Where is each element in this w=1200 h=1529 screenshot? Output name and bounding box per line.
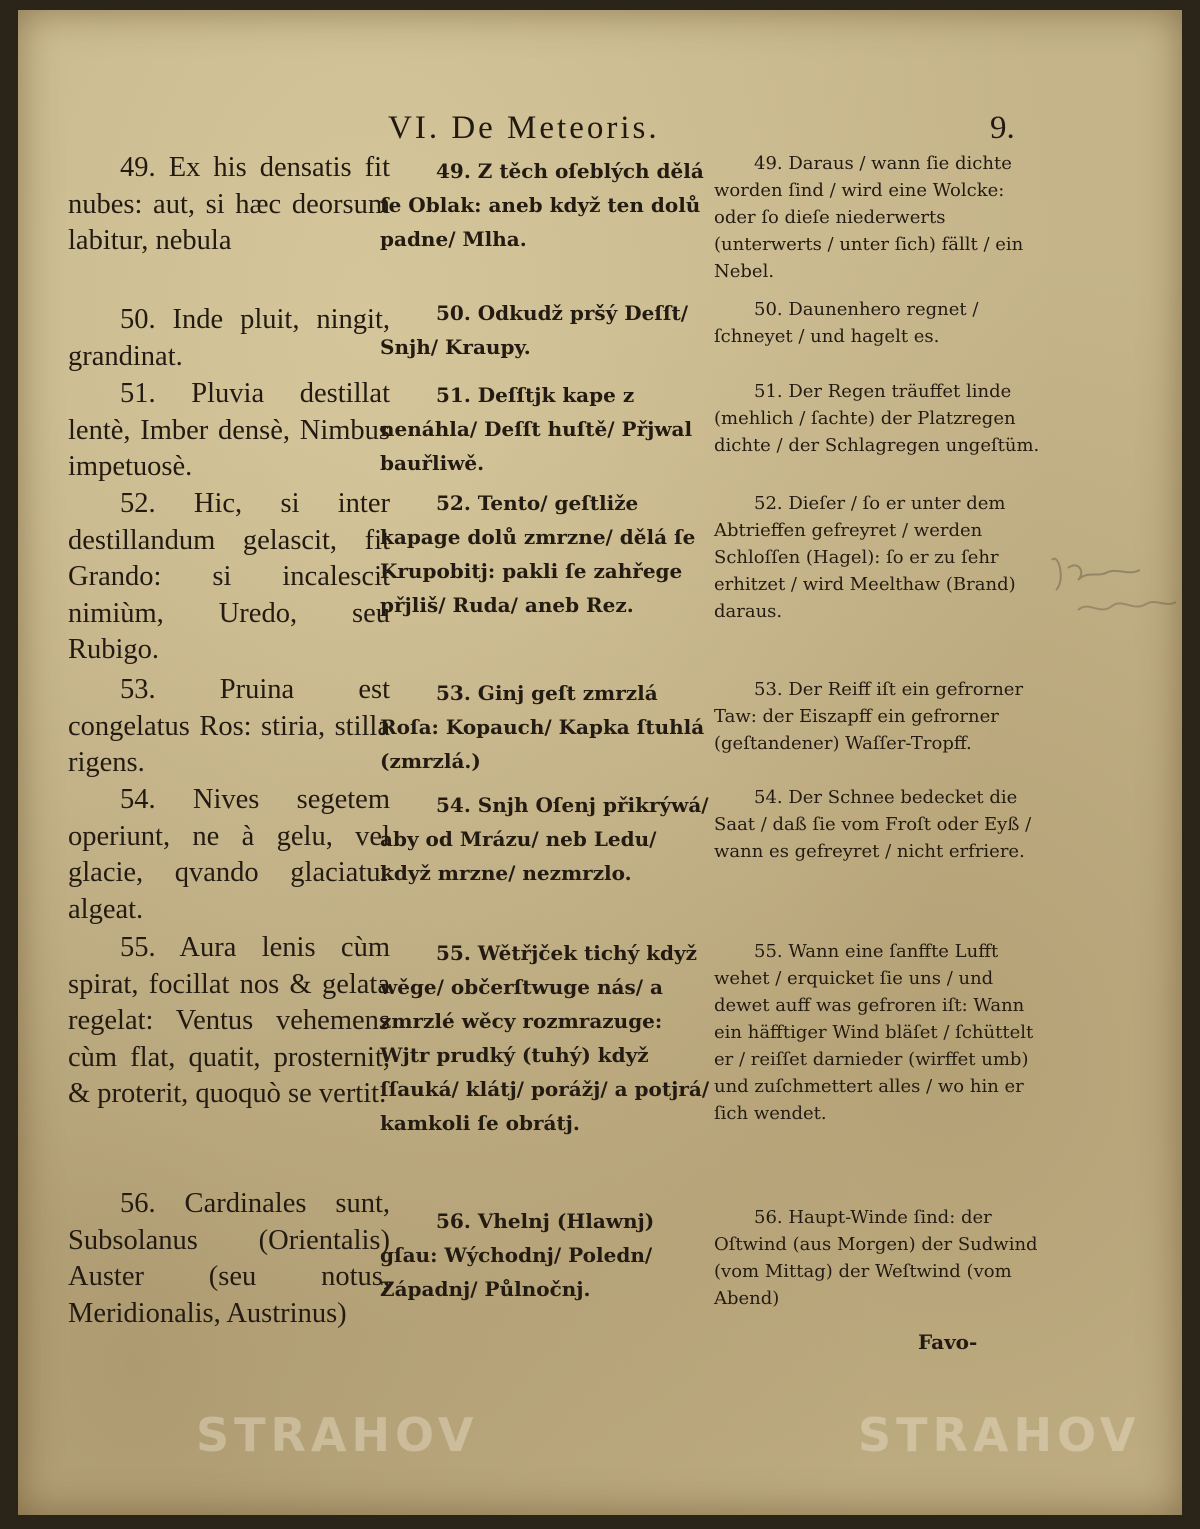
german-paragraph-53: 53. Der Reiff iſt ein gefrorner Taw: der Eiszapff ein gefrorner (geſtandener) Waſſer-Tropff. xyxy=(714,679,1024,754)
latin-paragraph-50: 50. Inde pluit, ningit, grandinat. xyxy=(68,304,390,372)
latin-paragraph-51: 51. Pluvia destillat lentè, Imber densè, Nimbus impetuosè. xyxy=(68,378,390,482)
czech-paragraph-49: 49. Z těch oſeblých dělá ſe Oblak: aneb když ten dolů padne/ Mlha. xyxy=(380,159,704,251)
watermark-left: STRAHOV xyxy=(196,1408,479,1462)
latin-paragraph-49: 49. Ex his densatis fit nubes: aut, si hæc deorsum labitur, nebula xyxy=(68,152,390,256)
latin-paragraph-56: 56. Cardinales sunt, Subsolanus (Orientalis) Auster (seu notus, Meridionalis, Austrinus) xyxy=(68,1188,390,1329)
czech-paragraph-51: 51. Deſſtjk kape z nenáhla/ Deſſt huſtě/ Přjwal bauřliwě. xyxy=(380,383,693,475)
latin-paragraph-53: 53. Pruina est congelatus Ros: stiria, stilla rigens. xyxy=(68,674,390,778)
watermark-right: STRAHOV xyxy=(858,1408,1141,1462)
czech-paragraph-54: 54. Snjh Oſenj přikrýwá/ aby od Mrázu/ neb Ledu/ když mrzne/ nezmrzlo. xyxy=(380,793,709,885)
german-paragraph-51: 51. Der Regen träuffet linde (mehlich / ſachte) der Platzregen dichte / der Schlagregen ungeſtüm. xyxy=(714,381,1040,456)
page-number: 9. xyxy=(990,110,1015,146)
document-page xyxy=(18,10,1182,1515)
german-paragraph-54: 54. Der Schnee bedecket die Saat / daß ſie vom Froſt oder Eyß / wann es gefreyret / nicht erfriere. xyxy=(714,787,1032,862)
czech-paragraph-53: 53. Ginj geſt zmrzlá Roſa: Kopauch/ Kapka ſtuhlá (zmrzlá.) xyxy=(380,681,705,773)
czech-paragraph-52: 52. Tento/ geſtliže kapage dolů zmrzne/ dělá ſe Krupobitj: pakli ſe zahřege přjliš/ Ruda/ aneb Rez. xyxy=(380,491,696,617)
german-paragraph-55: 55. Wann eine ſanffte Lufft wehet / erquicket ſie uns / und dewet auff was gefroren iſt: Wann ein häfftiger Wind bläſet / ſchüttelt er / reiſſet darnieder (wirffet umb) und zuſchmettert alles / wo hin er ſich wendet. xyxy=(714,941,1034,1124)
latin-paragraph-54: 54. Nives segetem operiunt, ne à gelu, vel glacie, qvando glaciatur algeat. xyxy=(68,784,390,925)
czech-paragraph-55: 55. Wětřjček tichý když wěge/ občerſtwuge nás/ a zmrzlé wěcy rozmrazuge: Wjtr prudký (tuhý) když ſſauká/ klátj/ porážj/ a potjrá/ kamkoli ſe obrátj. xyxy=(380,941,710,1135)
german-paragraph-50: 50. Daunenhero regnet / ſchneyet / und hagelt es. xyxy=(714,299,979,347)
latin-paragraph-55: 55. Aura lenis cùm spirat, focillat nos & gelata regelat: Ventus vehemens cùm flat, quatit, prosternit, & proterit, quoquò se vertit. xyxy=(68,932,390,1109)
czech-paragraph-50: 50. Odkudž pršý Deſſt/ Snjh/ Kraupy. xyxy=(380,301,689,359)
german-paragraph-52: 52. Dieſer / ſo er unter dem Abtrieffen gefreyret / werden Schloſſen (Hagel): ſo er zu ſehr erhitzet / wird Meelthaw (Brand) daraus. xyxy=(714,493,1016,622)
czech-paragraph-56: 56. Vhelnj (Hlawnj) gſau: Wýchodnj/ Poledn/ Západnj/ Půlnočnj. xyxy=(380,1209,655,1301)
running-head-title: VI. De Meteoris. xyxy=(388,110,660,146)
latin-paragraph-52: 52. Hic, si inter destillandum gelascit, fit Grando: si incalescit nimiùm, Uredo, seu Rubigo. xyxy=(68,488,390,665)
german-paragraph-49: 49. Daraus / wann ſie dichte worden ſind / wird eine Wolcke: oder ſo dieſe niederwerts (unterwerts / unter ſich) fällt / ein Nebel. xyxy=(714,153,1024,282)
pencil-marginalia xyxy=(1048,550,1182,630)
catchword: Favo- xyxy=(918,1330,978,1354)
german-paragraph-56: 56. Haupt-Winde ſind: der Oſtwind (aus Morgen) der Sudwind (vom Mittag) der Weſtwind (vom Abend) xyxy=(714,1207,1038,1309)
